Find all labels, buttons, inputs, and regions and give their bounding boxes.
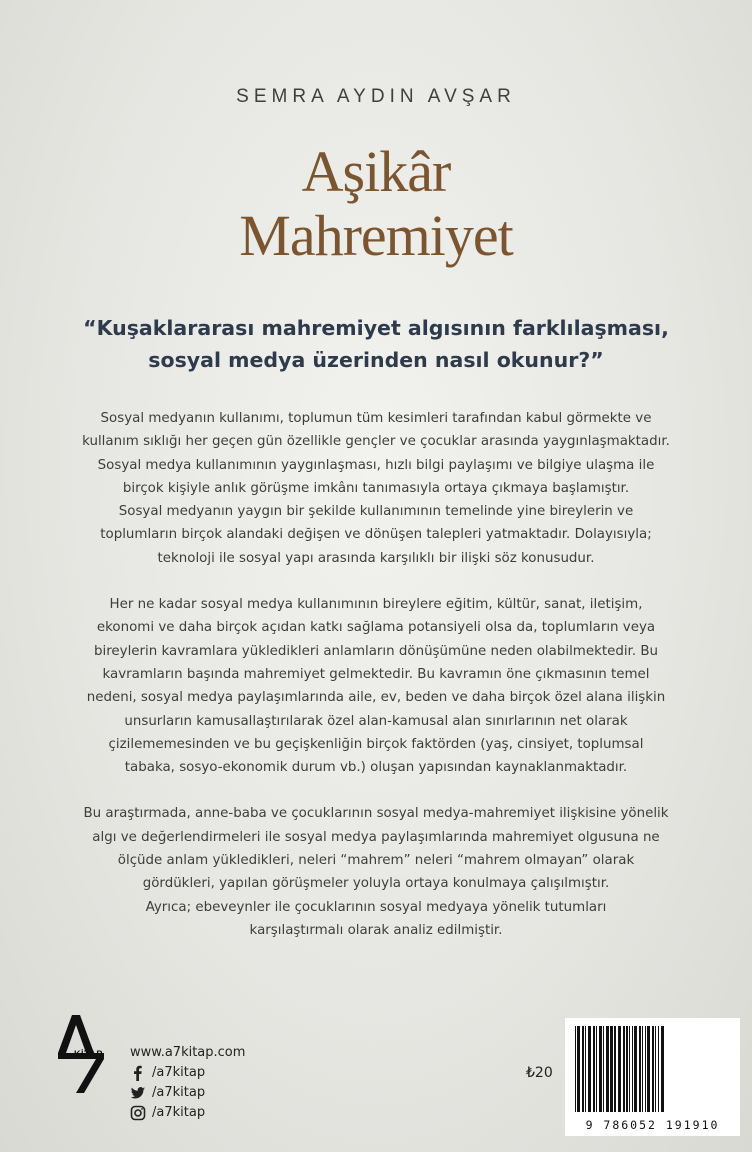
blurb-line: birçok kişiyle anlık görüşme imkânı tanımasıyla ortaya çıkmaya başlamıştır. [122,480,630,496]
blurb-line: Sosyal medyanın kullanımı, toplumun tüm kesimleri tarafından kabul görmekte ve [100,411,652,426]
barcode-bar [629,1026,630,1112]
blurb-paragraph-2 [40,593,712,779]
quote-line-1: “Kuşaklararası mahremiyet algısının farklılaşması, [83,316,669,340]
blurb-line: Sosyal medyanın yaygın bir şekilde kullanımının temelinde yine bireylerin ve [118,504,634,520]
barcode-bar [610,1026,613,1112]
isbn-number: 9 786052 191910 [585,1118,720,1132]
blurb-line: nedeni, sosyal medya paylaşımlarında aile, ev, beden ve daha birçok özel alana ilişkin [86,690,666,706]
website-link[interactable]: www.a7kitap.com [130,1045,246,1060]
barcode-bar [634,1026,637,1112]
blurb-line: ölçüde anlam yükledikleri, neleri “mahrem” neleri “mahrem olmayan” olarak [117,853,635,869]
barcode-bar [575,1026,576,1112]
blurb-line: ekonomi ve daha birçok açıdan katkı sağlama potansiyeli olsa da, toplumların veya [96,620,656,636]
barcode-bar [614,1026,616,1112]
barcode-bar [593,1026,595,1112]
barcode-bar [577,1026,580,1112]
quote-line-2: sosyal medya üzerinden nasıl okunur?” [148,348,604,372]
blurb-line: gördükleri, yapılan görüşmeler yoluyla ortaya konulmaya çalışılmıştır. [142,876,610,892]
barcode-bar [596,1026,597,1112]
barcode-bar [623,1026,625,1112]
barcode-bar [599,1026,602,1112]
website-row[interactable] [130,1043,245,1063]
barcode-bar [632,1026,633,1112]
barcode-bar [639,1026,641,1112]
instagram-row[interactable] [130,1103,245,1123]
blurb-paragraph-3 [40,802,712,942]
blurb-line: unsurların kamusallaştırılarak özel alan-kamusal alan sınırlarının net olarak [124,713,628,729]
facebook-row[interactable] [130,1063,245,1083]
barcode-bar [588,1026,591,1112]
instagram-icon [130,1105,146,1121]
price-label: ₺20 [526,1065,553,1081]
twitter-handle[interactable]: /a7kitap [152,1085,206,1100]
barcode-bar [661,1026,664,1112]
barcode-bar [655,1026,656,1112]
book-title [0,140,752,268]
blurb-line: kavramların başında mahremiyet gelmektedir. Bu kavramın öne çıkmasının temel [102,666,650,682]
blurb-paragraph-1 [40,407,712,570]
twitter-row[interactable] [130,1083,245,1103]
barcode-bar [647,1026,650,1112]
publisher-contacts [130,1043,245,1123]
blurb-line: Sosyal medya kullanımının yaygınlaşması, hızlı bilgi paylaşımı ve bilgiye ulaşma ile [97,457,655,473]
blurb-line: Her ne kadar sosyal medya kullanımının bireylere eğitim, kültür, sanat, iletişim, [109,597,643,613]
barcode-bar [652,1026,654,1112]
blurb-line: Ayrıca; ebeveynler ile çocuklarının sosyal medyaya yönelik tutumları [145,899,607,915]
barcode-bar [603,1026,604,1112]
tagline-quote [40,312,712,376]
book-title-line-1: Aşikâr [301,139,451,204]
barcode-bar [645,1026,646,1112]
blurb-text [40,407,712,965]
author-name: SEMRA AYDIN AVŞAR [236,86,516,107]
barcode-bar [606,1026,609,1112]
blurb-line: teknoloji ile sosyal yapı arasında karşılıklı bir ilişki söz konusudur. [157,550,595,566]
twitter-icon [130,1085,146,1101]
barcode-bar [658,1026,659,1112]
barcode-bar [626,1026,628,1112]
blurb-line: çizilememesinden ve bu geçişkenliğin birçok faktörden (yaş, cinsiyet, toplumsal [108,736,644,752]
publisher-logo-text: KİTAP [74,1049,103,1059]
barcode [565,1018,740,1136]
blurb-line: karşılaştırmalı olarak analiz edilmiştir. [249,922,503,938]
barcode-bar [642,1026,643,1112]
blurb-line: bireylerin kavramlara yükledikleri anlamların dönüşümüne neden olabilmektedir. Bu [93,643,659,659]
barcode-bars [573,1026,732,1112]
blurb-line: Bu araştırmada, anne-baba ve çocuklarının sosyal medya-mahremiyet ilişkisine yönelik [83,806,669,822]
facebook-icon [130,1065,146,1081]
barcode-bar [585,1026,586,1112]
barcode-bar [618,1026,621,1112]
barcode-bar [582,1026,584,1112]
instagram-handle[interactable]: /a7kitap [152,1105,206,1120]
book-title-line-2: Mahremiyet [239,203,513,268]
blurb-line: toplumların birçok alandaki değişen ve dönüşen talepleri yatmaktadır. Dolayısıyla; [100,527,652,543]
facebook-handle[interactable]: /a7kitap [152,1065,206,1080]
blurb-line: tabaka, sosyo-ekonomik durum vb.) oluşan yapısından kaynaklanmaktadır. [124,760,628,776]
blurb-line: algı ve değerlendirmeleri ile sosyal medya paylaşımlarında mahremiyet olgusuna ne [92,829,660,845]
blurb-line: kullanım sıklığı her geçen gün özellikle gençler ve çocuklar arasında yaygınlaşmaktadır. [82,434,670,450]
